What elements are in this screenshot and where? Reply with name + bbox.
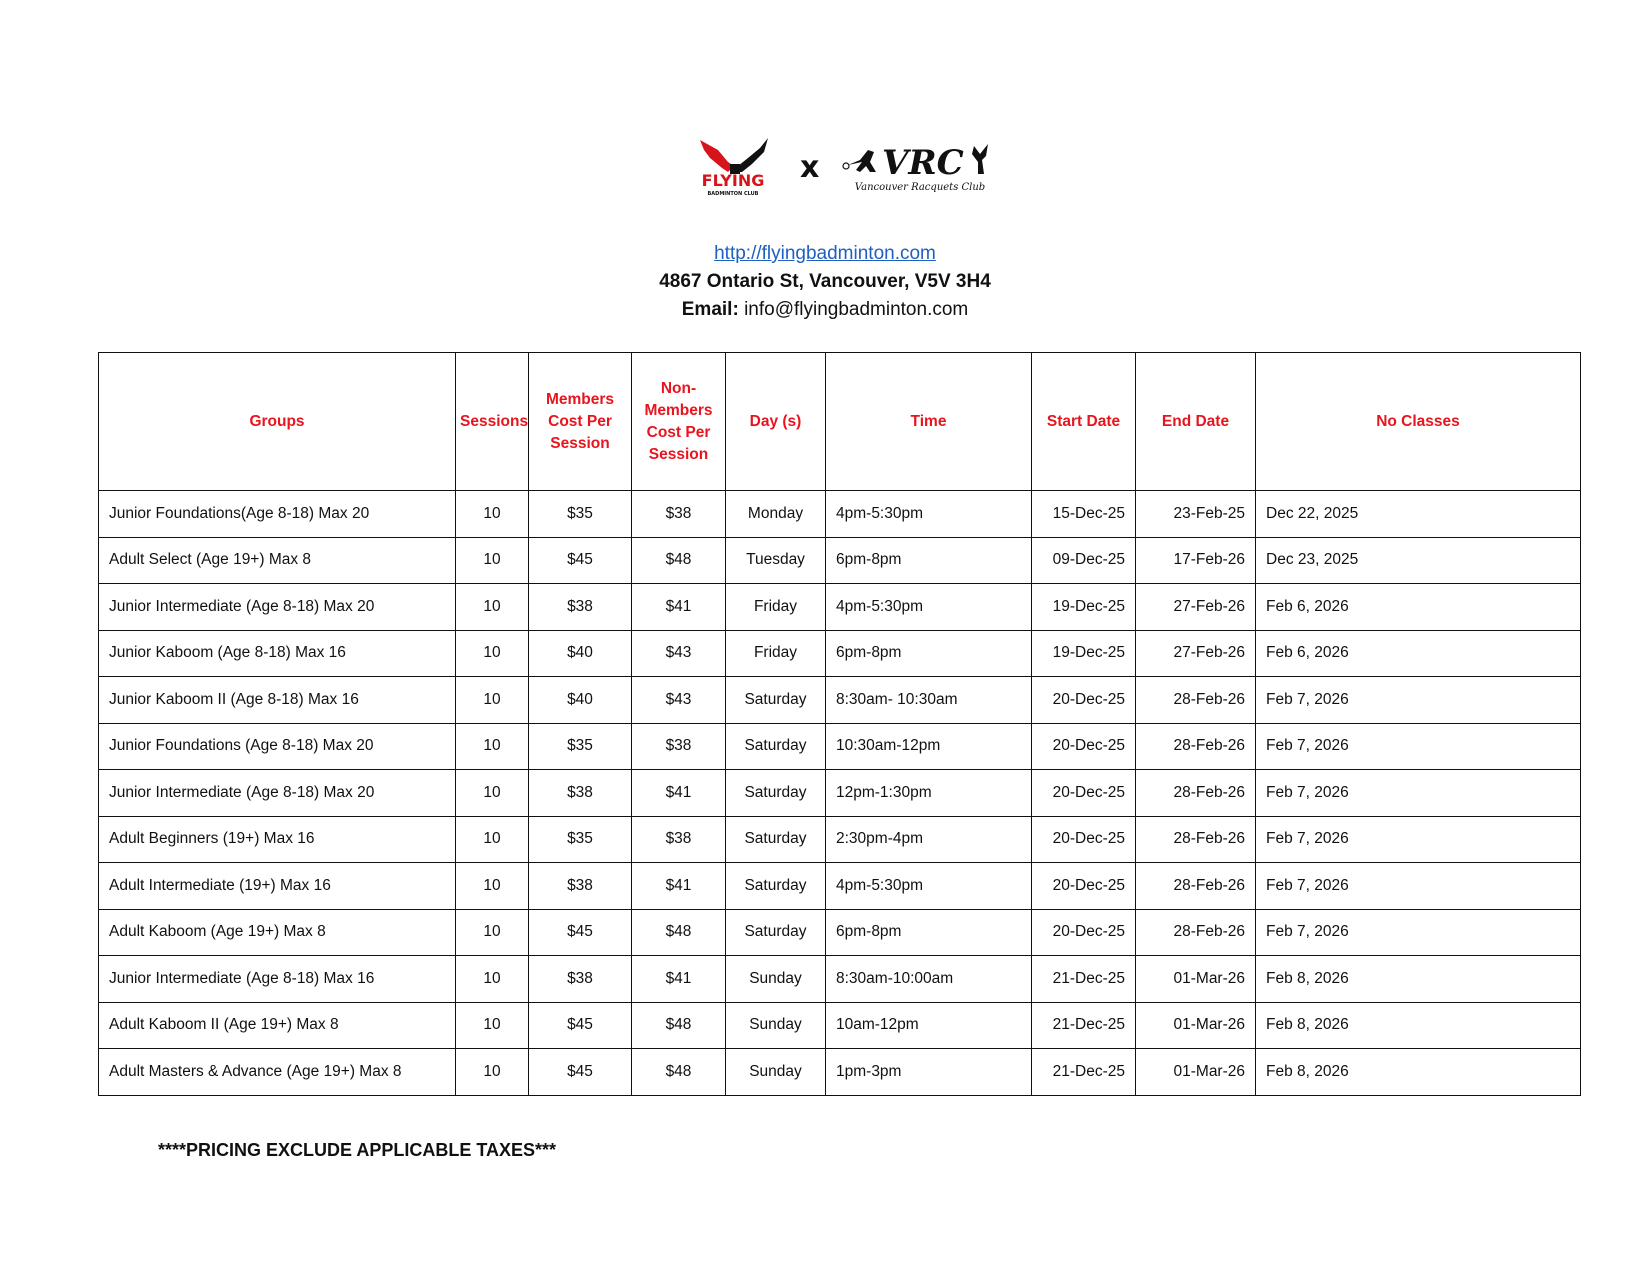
nonmember-cost-cell: $48 [632, 909, 726, 956]
day-cell: Friday [726, 630, 826, 677]
group-cell: Junior Kaboom II (Age 8-18) Max 16 [99, 677, 456, 724]
day-cell: Monday [726, 491, 826, 538]
group-cell: Adult Masters & Advance (Age 19+) Max 8 [99, 1049, 456, 1096]
end-date-cell: 01-Mar-26 [1136, 1049, 1256, 1096]
day-cell: Saturday [726, 863, 826, 910]
group-cell: Adult Select (Age 19+) Max 8 [99, 537, 456, 584]
nonmember-cost-cell: $38 [632, 723, 726, 770]
group-cell: Adult Kaboom (Age 19+) Max 8 [99, 909, 456, 956]
start-date-cell: 19-Dec-25 [1032, 630, 1136, 677]
table-row [99, 770, 1581, 817]
col-header-members-cost: Members Cost Per Session [529, 353, 632, 491]
partner-logos [0, 132, 1650, 202]
sessions-cell: 10 [456, 956, 529, 1003]
day-cell: Saturday [726, 677, 826, 724]
nonmember-cost-cell: $48 [632, 1002, 726, 1049]
member-cost-cell: $38 [529, 863, 632, 910]
time-cell: 8:30am- 10:30am [826, 677, 1032, 724]
col-header-no-classes: No Classes [1256, 353, 1581, 491]
no-classes-cell: Feb 6, 2026 [1256, 584, 1581, 631]
table-row [99, 956, 1581, 1003]
end-date-cell: 17-Feb-26 [1136, 537, 1256, 584]
member-cost-cell: $35 [529, 491, 632, 538]
email-label: Email: [681, 299, 739, 320]
time-cell: 4pm-5:30pm [826, 863, 1032, 910]
day-cell: Saturday [726, 816, 826, 863]
end-date-cell: 28-Feb-26 [1136, 723, 1256, 770]
col-header-start-date: Start Date [1032, 353, 1136, 491]
time-cell: 10am-12pm [826, 1002, 1032, 1049]
sessions-cell: 10 [456, 863, 529, 910]
group-cell: Junior Foundations(Age 8-18) Max 20 [99, 491, 456, 538]
end-date-cell: 01-Mar-26 [1136, 1002, 1256, 1049]
time-cell: 8:30am-10:00am [826, 956, 1032, 1003]
no-classes-cell: Dec 22, 2025 [1256, 491, 1581, 538]
col-header-days: Day (s) [726, 353, 826, 491]
member-cost-cell: $38 [529, 584, 632, 631]
member-cost-cell: $45 [529, 1049, 632, 1096]
start-date-cell: 20-Dec-25 [1032, 770, 1136, 817]
end-date-cell: 28-Feb-26 [1136, 816, 1256, 863]
table-row [99, 863, 1581, 910]
email-line [682, 296, 969, 324]
no-classes-cell: Dec 23, 2025 [1256, 537, 1581, 584]
no-classes-cell: Feb 8, 2026 [1256, 956, 1581, 1003]
end-date-cell: 01-Mar-26 [1136, 956, 1256, 1003]
nonmember-cost-cell: $38 [632, 816, 726, 863]
col-header-sessions: Sessions [456, 353, 529, 491]
start-date-cell: 20-Dec-25 [1032, 816, 1136, 863]
no-classes-cell: Feb 7, 2026 [1256, 677, 1581, 724]
no-classes-cell: Feb 7, 2026 [1256, 723, 1581, 770]
group-cell: Junior Intermediate (Age 8-18) Max 16 [99, 956, 456, 1003]
group-cell: Junior Kaboom (Age 8-18) Max 16 [99, 630, 456, 677]
pricing-note: ****PRICING EXCLUDE APPLICABLE TAXES*** [158, 1140, 557, 1160]
time-cell: 6pm-8pm [826, 537, 1032, 584]
day-cell: Saturday [726, 723, 826, 770]
start-date-cell: 21-Dec-25 [1032, 1049, 1136, 1096]
group-cell: Junior Intermediate (Age 8-18) Max 20 [99, 770, 456, 817]
day-cell: Friday [726, 584, 826, 631]
time-cell: 6pm-8pm [826, 630, 1032, 677]
end-date-cell: 28-Feb-26 [1136, 770, 1256, 817]
nonmember-cost-cell: $41 [632, 956, 726, 1003]
day-cell: Saturday [726, 770, 826, 817]
time-cell: 12pm-1:30pm [826, 770, 1032, 817]
sessions-cell: 10 [456, 630, 529, 677]
no-classes-cell: Feb 8, 2026 [1256, 1049, 1581, 1096]
table-row [99, 909, 1581, 956]
member-cost-cell: $45 [529, 909, 632, 956]
group-cell: Adult Kaboom II (Age 19+) Max 8 [99, 1002, 456, 1049]
member-cost-cell: $40 [529, 677, 632, 724]
time-cell: 4pm-5:30pm [826, 584, 1032, 631]
day-cell: Sunday [726, 956, 826, 1003]
start-date-cell: 20-Dec-25 [1032, 677, 1136, 724]
start-date-cell: 21-Dec-25 [1032, 1002, 1136, 1049]
table-row [99, 816, 1581, 863]
no-classes-cell: Feb 8, 2026 [1256, 1002, 1581, 1049]
time-cell: 2:30pm-4pm [826, 816, 1032, 863]
table-row [99, 584, 1581, 631]
logo-separator: x [800, 150, 820, 185]
flying-badminton-logo [688, 136, 778, 198]
group-cell: Junior Foundations (Age 8-18) Max 20 [99, 723, 456, 770]
member-cost-cell: $35 [529, 723, 632, 770]
sessions-cell: 10 [456, 816, 529, 863]
day-cell: Tuesday [726, 537, 826, 584]
address: 4867 Ontario St, Vancouver, V5V 3H4 [659, 271, 991, 292]
member-cost-cell: $38 [529, 770, 632, 817]
member-cost-cell: $45 [529, 1002, 632, 1049]
start-date-cell: 09-Dec-25 [1032, 537, 1136, 584]
member-cost-cell: $40 [529, 630, 632, 677]
sessions-cell: 10 [456, 723, 529, 770]
end-date-cell: 28-Feb-26 [1136, 909, 1256, 956]
day-cell: Sunday [726, 1049, 826, 1096]
sessions-cell: 10 [456, 677, 529, 724]
nonmember-cost-cell: $48 [632, 537, 726, 584]
member-cost-cell: $45 [529, 537, 632, 584]
table-row [99, 723, 1581, 770]
nonmember-cost-cell: $43 [632, 630, 726, 677]
group-cell: Adult Intermediate (19+) Max 16 [99, 863, 456, 910]
col-header-time: Time [826, 353, 1032, 491]
nonmember-cost-cell: $41 [632, 770, 726, 817]
nonmember-cost-cell: $48 [632, 1049, 726, 1096]
flying-logo-subtext: BADMINTON CLUB [707, 191, 759, 197]
start-date-cell: 20-Dec-25 [1032, 723, 1136, 770]
sessions-cell: 10 [456, 584, 529, 631]
col-header-end-date: End Date [1136, 353, 1256, 491]
nonmember-cost-cell: $38 [632, 491, 726, 538]
day-cell: Saturday [726, 909, 826, 956]
start-date-cell: 20-Dec-25 [1032, 909, 1136, 956]
sessions-cell: 10 [456, 909, 529, 956]
no-classes-cell: Feb 7, 2026 [1256, 909, 1581, 956]
no-classes-cell: Feb 7, 2026 [1256, 770, 1581, 817]
start-date-cell: 21-Dec-25 [1032, 956, 1136, 1003]
table-row [99, 1002, 1581, 1049]
vrc-logo-text: VRC [882, 143, 964, 183]
sessions-cell: 10 [456, 770, 529, 817]
table-row [99, 1049, 1581, 1096]
col-header-nonmembers-cost: Non-Members Cost Per Session [632, 353, 726, 491]
time-cell: 10:30am-12pm [826, 723, 1032, 770]
table-row [99, 491, 1581, 538]
time-cell: 4pm-5:30pm [826, 491, 1032, 538]
col-header-groups: Groups [99, 353, 456, 491]
sessions-cell: 10 [456, 491, 529, 538]
time-cell: 6pm-8pm [826, 909, 1032, 956]
start-date-cell: 19-Dec-25 [1032, 584, 1136, 631]
no-classes-cell: Feb 7, 2026 [1256, 816, 1581, 863]
vancouver-racquets-club-logo [840, 138, 1000, 198]
vrc-logo-subtext: Vancouver Racquets Club [854, 182, 986, 193]
start-date-cell: 20-Dec-25 [1032, 863, 1136, 910]
sessions-cell: 10 [456, 1049, 529, 1096]
table-row [99, 677, 1581, 724]
table-header-row [99, 353, 1581, 491]
member-cost-cell: $35 [529, 816, 632, 863]
table-row [99, 630, 1581, 677]
no-classes-cell: Feb 6, 2026 [1256, 630, 1581, 677]
end-date-cell: 23-Feb-25 [1136, 491, 1256, 538]
group-cell: Junior Intermediate (Age 8-18) Max 20 [99, 584, 456, 631]
end-date-cell: 27-Feb-26 [1136, 584, 1256, 631]
day-cell: Sunday [726, 1002, 826, 1049]
sessions-cell: 10 [456, 537, 529, 584]
nonmember-cost-cell: $43 [632, 677, 726, 724]
end-date-cell: 27-Feb-26 [1136, 630, 1256, 677]
flying-logo-text: FLYING [701, 171, 765, 190]
sessions-cell: 10 [456, 1002, 529, 1049]
email-address[interactable]: info@flyingbadminton.com [744, 299, 969, 320]
website-link[interactable]: http://flyingbadminton.com [714, 243, 936, 264]
start-date-cell: 15-Dec-25 [1032, 491, 1136, 538]
time-cell: 1pm-3pm [826, 1049, 1032, 1096]
nonmember-cost-cell: $41 [632, 863, 726, 910]
end-date-cell: 28-Feb-26 [1136, 863, 1256, 910]
table-row [99, 537, 1581, 584]
end-date-cell: 28-Feb-26 [1136, 677, 1256, 724]
class-schedule-table [98, 352, 1581, 1096]
nonmember-cost-cell: $41 [632, 584, 726, 631]
group-cell: Adult Beginners (19+) Max 16 [99, 816, 456, 863]
no-classes-cell: Feb 7, 2026 [1256, 863, 1581, 910]
contact-info [0, 240, 1650, 324]
member-cost-cell: $38 [529, 956, 632, 1003]
